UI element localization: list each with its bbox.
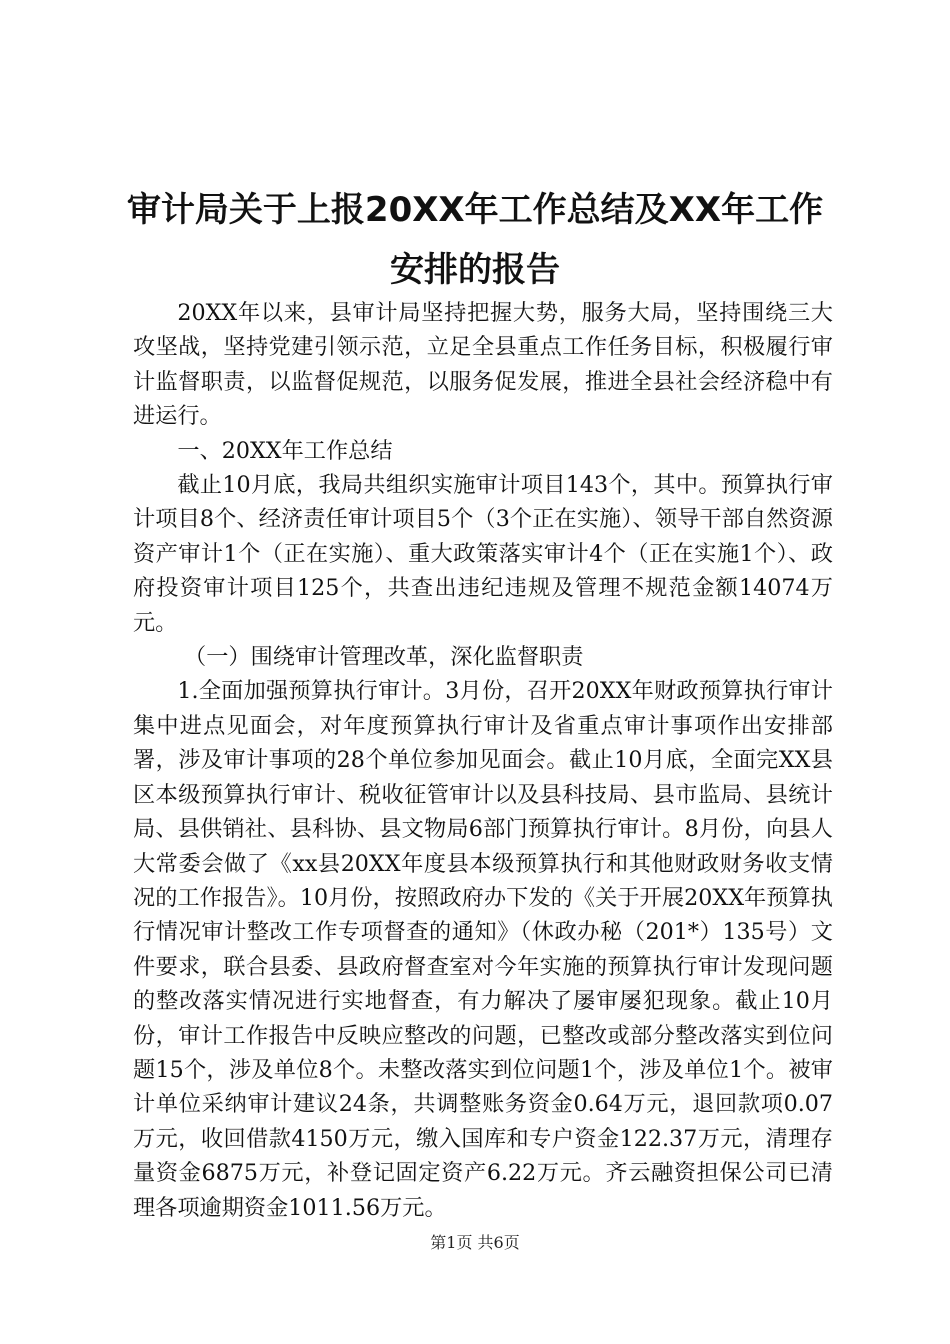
section-heading-work-summary: 一、20XX年工作总结 bbox=[177, 437, 393, 464]
summary-paragraph: 截止10月底，我局共组织实施审计项目143个，其中。预算执行审计项目8个、经济责任审计项目5个（3个正在实施）、领导干部自然资源资产审计1个（正在实施）、重大政策落实审计4个（正在实施1个）、政府投资审计项目125个，共查出违纪违规及管理不规范金额14074万元。 bbox=[133, 472, 833, 636]
page-number: 第1页 bbox=[430, 1233, 473, 1252]
subsection-heading-audit-reform: （一）围绕审计管理改革，深化监督职责 bbox=[184, 644, 584, 671]
page-footer bbox=[0, 1232, 950, 1254]
document-title-line-2: 安排的报告 bbox=[390, 250, 560, 290]
budget-audit-paragraph: 1.全面加强预算执行审计。3月份，召开20XX年财政预算执行审计集中进点见面会，对年度预算执行审计及省重点审计事项作出安排部署，涉及审计事项的28个单位参加见面会。截止10月底，全面完XX县区本级预算执行审计、税收征管审计以及县科技局、县市监局、县统计局、县供销社、县科协、县文物局6部门预算执行审计。8月份，向县人大常委会做了《xx县20XX年度县本级预算执行和其他财政财务收支情况的工作报告》。10月份，按照政府办下发的《关于开展20XX年预算执行情况审计整改工作专项督查的通知》（休政办秘（201*）135号）文件要求，联合县委、县政府督查室对今年实施的预算执行审计发现问题的整改落实情况进行实地督查，有力解决了屡审屡犯现象。截止10月份，审计工作报告中反映应整改的问题，已整改或部分整改落实到位问题15个，涉及单位8个。未整改落实到位问题1个，涉及单位1个。被审计单位采纳审计建议24条，共调整账务资金0.64万元，退回款项0.07万元，收回借款4150万元，缴入国库和专户资金122.37万元，清理存量资金6875万元，补登记固定资产6.22万元。齐云融资担保公司已清理各项逾期资金1011.56万元。 bbox=[133, 678, 833, 1221]
document-title-line-1: 审计局关于上报20XX年工作总结及XX年工作 bbox=[126, 190, 824, 230]
intro-paragraph: 20XX年以来，县审计局坚持把握大势，服务大局，坚持围绕三大攻坚战，坚持党建引领示范，立足全县重点工作任务目标，积极履行审计监督职责，以监督促规范，以服务促发展，推进全县社会经济稳中有进运行。 bbox=[133, 300, 833, 430]
document-body bbox=[133, 296, 833, 1225]
page-total: 共6页 bbox=[477, 1233, 520, 1252]
